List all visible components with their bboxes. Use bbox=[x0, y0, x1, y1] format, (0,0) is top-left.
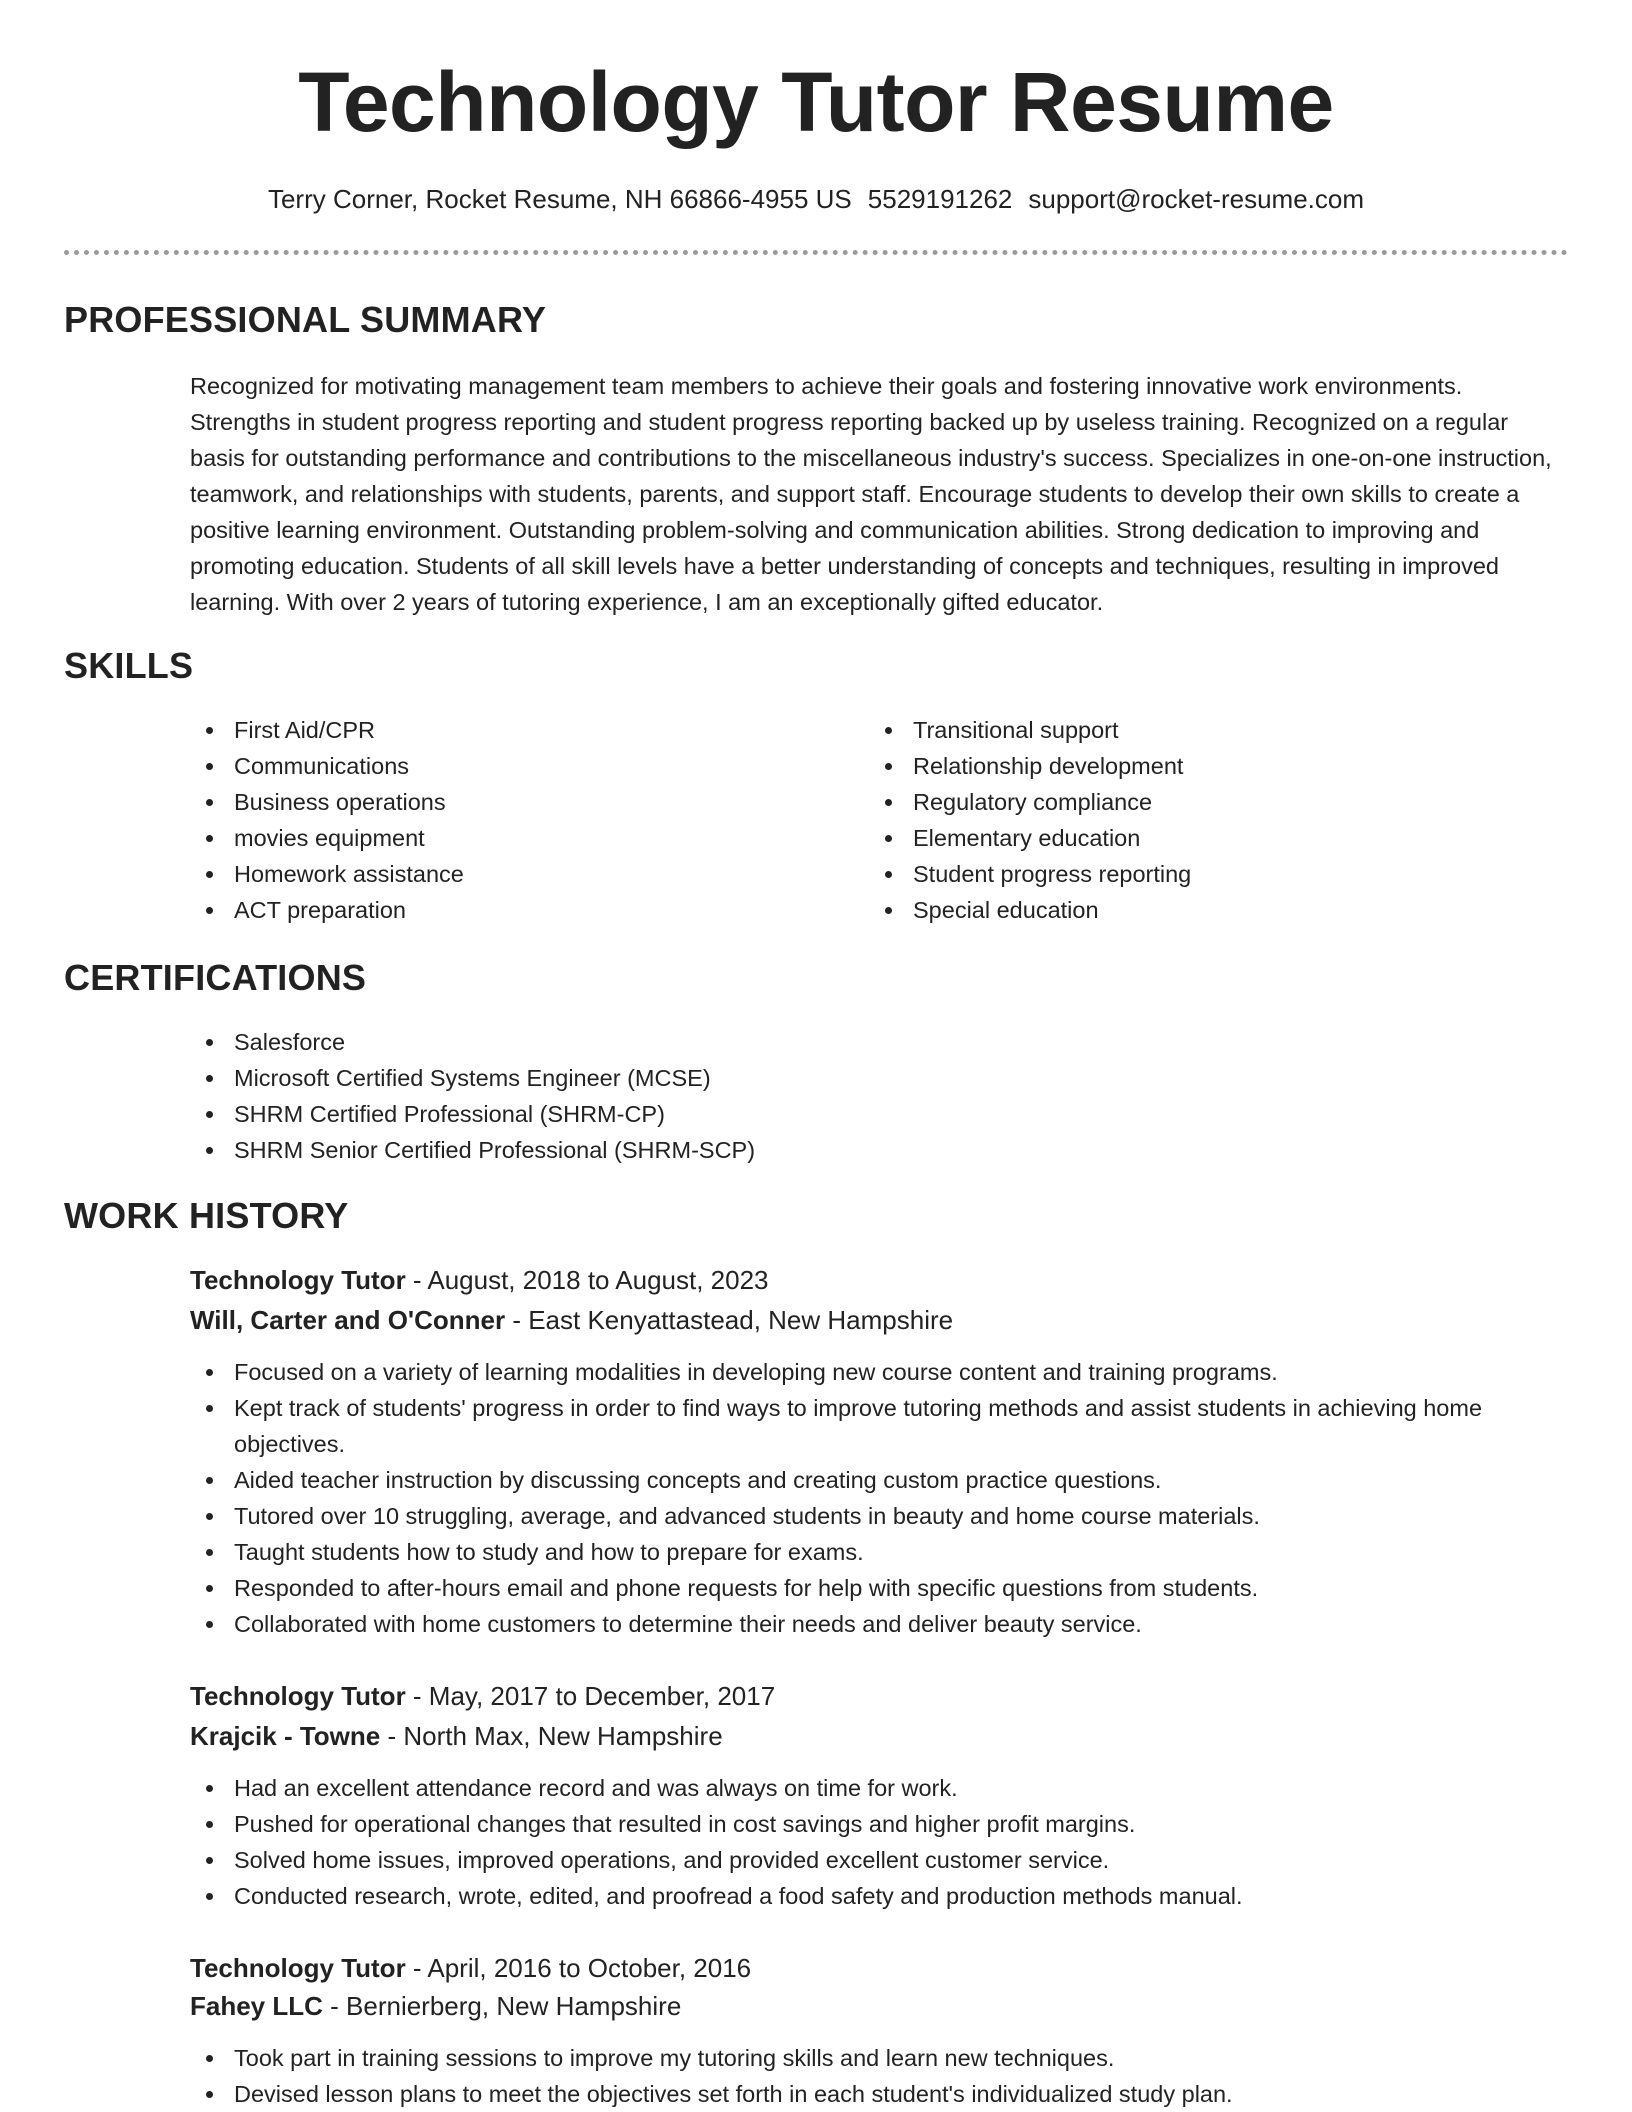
skills-list-right bbox=[869, 712, 1509, 928]
skills-list-left bbox=[190, 712, 830, 928]
certification-item: SHRM Certified Professional (SHRM-CP) bbox=[190, 1096, 1390, 1132]
job-title-line bbox=[190, 1678, 775, 1714]
certifications-list bbox=[190, 1024, 1390, 1168]
contact-email: support@rocket-resume.com bbox=[1028, 184, 1365, 214]
skills-heading: SKILLS bbox=[64, 645, 194, 686]
skill-item: Regulatory compliance bbox=[869, 784, 1509, 820]
job-bullet: Conducted research, wrote, edited, and proofread a food safety and production methods manual. bbox=[190, 1878, 1580, 1914]
skill-item: Homework assistance bbox=[190, 856, 830, 892]
summary-heading: PROFESSIONAL SUMMARY bbox=[64, 299, 547, 340]
job-bullet: Devised lesson plans to meet the objectives set forth in each student's individualized study plan. bbox=[190, 2076, 1580, 2112]
job-location: - East Kenyattastead, New Hampshire bbox=[505, 1305, 954, 1335]
contact-phone: 5529191262 bbox=[867, 184, 1013, 214]
job-title: Technology Tutor bbox=[190, 1953, 406, 1983]
contact-line bbox=[0, 182, 1632, 216]
skill-item: Student progress reporting bbox=[869, 856, 1509, 892]
job-bullet: Focused on a variety of learning modalities in developing new course content and training programs. bbox=[190, 1354, 1580, 1390]
resume-title: Technology Tutor Resume bbox=[298, 55, 1334, 149]
job-title: Technology Tutor bbox=[190, 1265, 406, 1295]
job-bullet: Aided teacher instruction by discussing concepts and creating custom practice questions. bbox=[190, 1462, 1580, 1498]
job-company-line bbox=[190, 1302, 953, 1338]
job-bullet: Taught students how to study and how to prepare for exams. bbox=[190, 1534, 1580, 1570]
job-bullet: Had an excellent attendance record and was always on time for work. bbox=[190, 1770, 1580, 1806]
job-company: Fahey LLC bbox=[190, 1991, 323, 2021]
job-dates: - April, 2016 to October, 2016 bbox=[405, 1953, 752, 1983]
skill-item: Elementary education bbox=[869, 820, 1509, 856]
header-divider bbox=[64, 250, 1568, 255]
skill-item: Special education bbox=[869, 892, 1509, 928]
skill-item: Relationship development bbox=[869, 748, 1509, 784]
skill-item: Transitional support bbox=[869, 712, 1509, 748]
certification-item: Microsoft Certified Systems Engineer (MCSE) bbox=[190, 1060, 1390, 1096]
job-bullet: Kept track of students' progress in order to find ways to improve tutoring methods and assist students in achieving home objectives. bbox=[190, 1390, 1580, 1462]
skill-item: movies equipment bbox=[190, 820, 830, 856]
job-company: Will, Carter and O'Conner bbox=[190, 1305, 506, 1335]
job-company: Krajcik - Towne bbox=[190, 1721, 381, 1751]
contact-address: Terry Corner, Rocket Resume, NH 66866-4955 US bbox=[267, 184, 852, 214]
job-dates: - August, 2018 to August, 2023 bbox=[405, 1265, 769, 1295]
job-bullet: Took part in training sessions to improve my tutoring skills and learn new techniques. bbox=[190, 2040, 1580, 2076]
job-bullet: Responded to after-hours email and phone requests for help with specific questions from students. bbox=[190, 1570, 1580, 1606]
job-company-line bbox=[190, 1988, 681, 2024]
skill-item: ACT preparation bbox=[190, 892, 830, 928]
summary-text: Recognized for motivating management team members to achieve their goals and fostering innovative work environments. Strengths in student progress reporting and student progress reporting backed up by useless training. Recognized on a regular basis for outstanding performance and contributions to the miscellaneous industry's success. Specializes in one-on-one instruction, teamwork, and relationships with students, parents, and support staff. Encourage students to develop their own skills to create a positive learning environment. Outstanding problem-solving and communication abilities. Strong dedication to improving and promoting education. Students of all skill levels have a better understanding of concepts and techniques, resulting in improved learning. With over 2 years of tutoring experience, I am an exceptionally gifted educator. bbox=[190, 373, 1552, 615]
job-bullet: Tutored over 10 struggling, average, and advanced students in beauty and home course materials. bbox=[190, 1498, 1580, 1534]
job-dates: - May, 2017 to December, 2017 bbox=[405, 1681, 776, 1711]
skill-item: First Aid/CPR bbox=[190, 712, 830, 748]
job-bullets bbox=[190, 1354, 1580, 1642]
job-title-line bbox=[190, 1262, 769, 1298]
skill-item: Business operations bbox=[190, 784, 830, 820]
job-title-line bbox=[190, 1950, 751, 1986]
work-history-heading: WORK HISTORY bbox=[64, 1195, 349, 1236]
job-bullet: Solved home issues, improved operations, and provided excellent customer service. bbox=[190, 1842, 1580, 1878]
job-bullets bbox=[190, 1770, 1580, 1914]
skill-item: Communications bbox=[190, 748, 830, 784]
job-location: - North Max, New Hampshire bbox=[380, 1721, 723, 1751]
certification-item: SHRM Senior Certified Professional (SHRM-SCP) bbox=[190, 1132, 1390, 1168]
certification-item: Salesforce bbox=[190, 1024, 1390, 1060]
job-bullet: Pushed for operational changes that resulted in cost savings and higher profit margins. bbox=[190, 1806, 1580, 1842]
job-title: Technology Tutor bbox=[190, 1681, 406, 1711]
job-company-line bbox=[190, 1718, 723, 1754]
job-location: - Bernierberg, New Hampshire bbox=[322, 1991, 682, 2021]
certifications-heading: CERTIFICATIONS bbox=[64, 957, 367, 998]
job-bullet: Collaborated with home customers to determine their needs and deliver beauty service. bbox=[190, 1606, 1580, 1642]
job-bullets bbox=[190, 2040, 1580, 2112]
